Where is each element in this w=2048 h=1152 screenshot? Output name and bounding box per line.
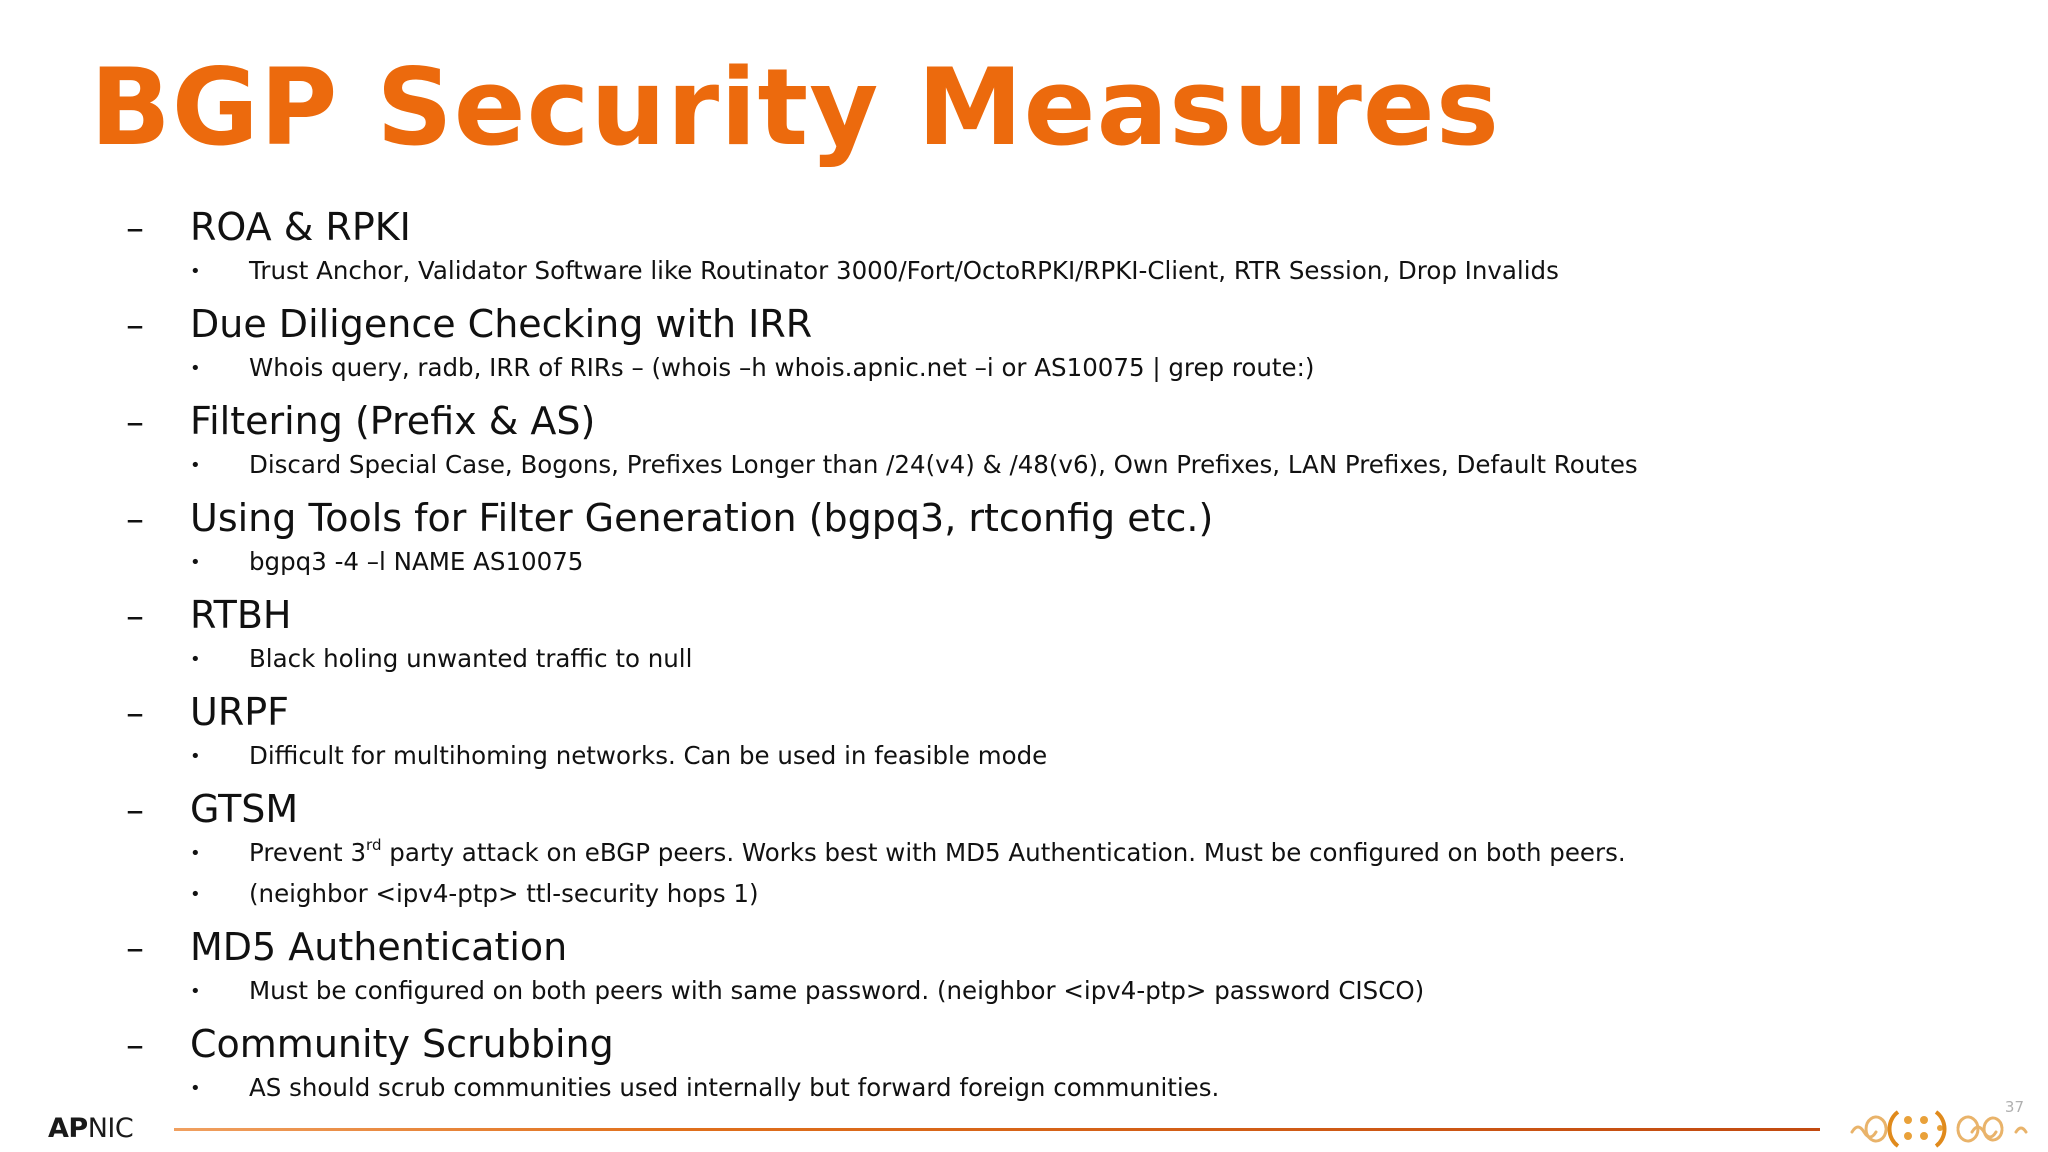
sub-point xyxy=(126,250,1986,291)
sub-point-text: Trust Anchor, Validator Software like Routinator 3000/Fort/OctoRPKI/RPKI-Client, RTR Session, Drop Invalids xyxy=(249,256,1559,285)
dash-icon: – xyxy=(126,499,144,540)
list-item-urpf xyxy=(126,689,1986,776)
dash-icon: – xyxy=(126,1025,144,1066)
sub-point-text: bgpq3 -4 –l NAME AS10075 xyxy=(249,547,584,576)
heading-md5: MD5 Authentication xyxy=(190,925,568,969)
bullet-icon: • xyxy=(190,261,201,282)
slide-title: BGP Security Measures xyxy=(90,46,1500,169)
dash-icon: – xyxy=(126,928,144,969)
heading-row xyxy=(126,592,1986,638)
list-item-community xyxy=(126,1021,1986,1108)
sub-point xyxy=(126,541,1986,582)
sub-point xyxy=(126,970,1986,1011)
dash-icon: – xyxy=(126,402,144,443)
sub-point xyxy=(126,1067,1986,1108)
sub-point xyxy=(126,832,1986,873)
list-item-md5 xyxy=(126,924,1986,1011)
bullet-icon: • xyxy=(190,746,201,767)
heading-row xyxy=(126,301,1986,347)
heading-irr: Due Diligence Checking with IRR xyxy=(190,302,813,346)
bullet-icon: • xyxy=(190,981,201,1002)
heading-row xyxy=(126,689,1986,735)
sub-point-text: Discard Special Case, Bogons, Prefixes Longer than /24(v4) & /48(v6), Own Prefixes, LAN Prefixes, Default Routes xyxy=(249,450,1638,479)
bullet-icon: • xyxy=(190,884,201,905)
sub-point xyxy=(126,444,1986,485)
bullet-list xyxy=(126,204,1986,1118)
logo-regular-part: NIC xyxy=(87,1113,134,1144)
sub-point xyxy=(126,347,1986,388)
heading-row xyxy=(126,495,1986,541)
heading-gtsm: GTSM xyxy=(190,787,299,831)
logo-bold-part: AP xyxy=(48,1113,88,1144)
bullet-icon: • xyxy=(190,358,201,379)
sub-point-text: Black holing unwanted traffic to null xyxy=(249,644,693,673)
dash-icon: – xyxy=(126,693,144,734)
pattern-logo-icon xyxy=(1846,1098,2030,1150)
sub-point-text: (neighbor <ipv4-ptp> ttl-security hops 1) xyxy=(249,879,759,908)
heading-row xyxy=(126,924,1986,970)
heading-tools: Using Tools for Filter Generation (bgpq3, rtconfig etc.) xyxy=(190,496,1214,540)
heading-urpf: URPF xyxy=(190,690,289,734)
bullet-icon: • xyxy=(190,843,201,864)
dash-icon: – xyxy=(126,208,144,249)
sub-point-text: AS should scrub communities used internally but forward foreign communities. xyxy=(249,1073,1220,1102)
heading-rtbh: RTBH xyxy=(190,593,292,637)
apnic-logo xyxy=(48,1114,133,1144)
sub-point-text-part: Prevent 3 xyxy=(249,838,367,867)
sub-point xyxy=(126,873,1986,914)
heading-row xyxy=(126,398,1986,444)
list-item-gtsm xyxy=(126,786,1986,914)
page-number: 37 xyxy=(2004,1098,2024,1116)
list-item-tools xyxy=(126,495,1986,582)
heading-row xyxy=(126,204,1986,250)
list-item-rtbh xyxy=(126,592,1986,679)
heading-community: Community Scrubbing xyxy=(190,1022,614,1066)
dash-icon: – xyxy=(126,790,144,831)
list-item-irr xyxy=(126,301,1986,388)
list-item-filtering xyxy=(126,398,1986,485)
heading-filtering: Filtering (Prefix & AS) xyxy=(190,399,596,443)
sub-point-text-part: party attack on eBGP peers. Works best with MD5 Authentication. Must be configured on both peers. xyxy=(381,838,1626,867)
bullet-icon: • xyxy=(190,649,201,670)
bullet-icon: • xyxy=(190,455,201,476)
footer-divider xyxy=(174,1128,1820,1131)
bullet-icon: • xyxy=(190,552,201,573)
sub-point-text: Whois query, radb, IRR of RIRs – (whois –h whois.apnic.net –i or AS10075 | grep route:) xyxy=(249,353,1315,382)
sub-point-text: Difficult for multihoming networks. Can be used in feasible mode xyxy=(249,741,1048,770)
sub-point-text: Must be configured on both peers with same password. (neighbor <ipv4-ptp> password CISCO) xyxy=(249,976,1425,1005)
bullet-icon: • xyxy=(190,1078,201,1099)
heading-roa-rpki: ROA & RPKI xyxy=(190,205,411,249)
dash-icon: – xyxy=(126,596,144,637)
dash-icon: – xyxy=(126,305,144,346)
sub-point xyxy=(126,735,1986,776)
list-item-roa-rpki xyxy=(126,204,1986,291)
heading-row xyxy=(126,1021,1986,1067)
superscript-rd: rd xyxy=(366,835,382,854)
sub-point xyxy=(126,638,1986,679)
sub-point-text xyxy=(249,832,1626,873)
heading-row xyxy=(126,786,1986,832)
